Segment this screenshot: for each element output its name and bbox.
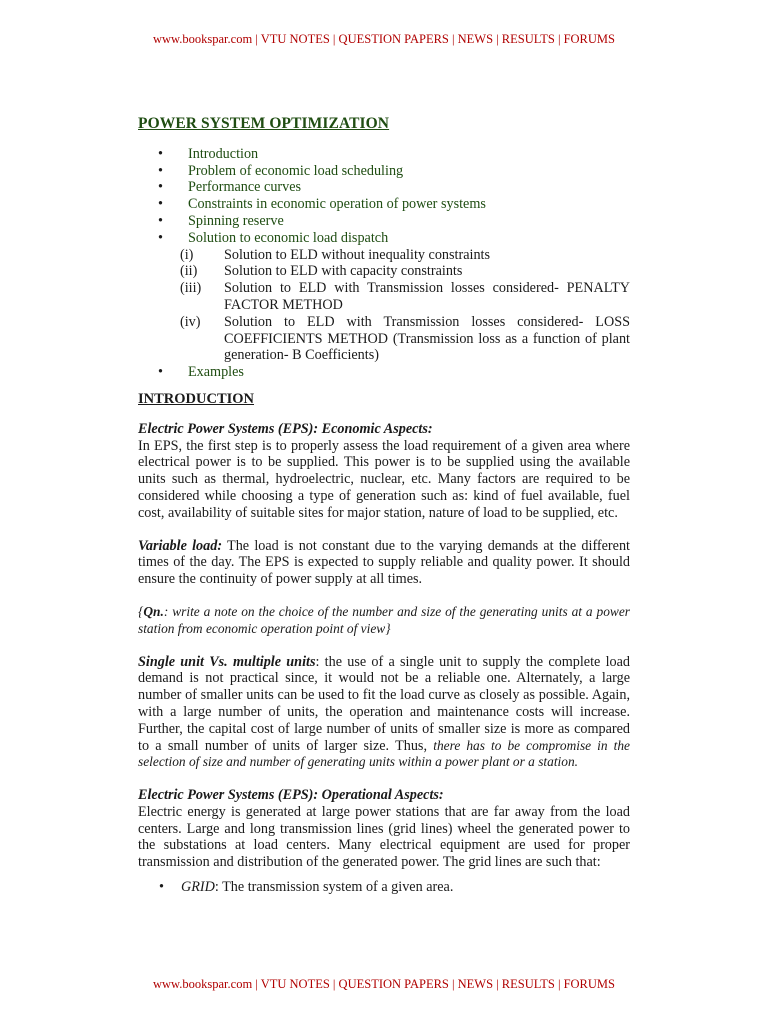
- bullet-icon: •: [158, 364, 163, 381]
- bullet-icon: •: [158, 229, 163, 246]
- list-item: • Spinning reserve: [158, 212, 284, 229]
- bullet-icon: •: [158, 162, 163, 179]
- term-label: Variable load:: [138, 537, 223, 554]
- document-title: POWER SYSTEM OPTIMIZATION: [138, 115, 390, 132]
- paragraph-variable-load: Variable load: The load is not constant due to the varying demands at the different times of the day. The EPS is expected to supply reliable and quality power. It should ensure the continuity of power supply at all times.: [138, 537, 630, 588]
- item-number: (ii): [180, 263, 198, 280]
- subheading: Electric Power Systems (EPS): Operational Aspects:: [138, 787, 444, 804]
- bullet-icon: •: [158, 196, 163, 213]
- section-heading-introduction: INTRODUCTION: [138, 390, 255, 407]
- list-item: • Solution to economic load dispatch: [158, 229, 389, 246]
- list-item: (i) Solution to ELD without inequality constraints: [180, 246, 490, 263]
- list-item: • Introduction: [158, 145, 259, 162]
- item-number: (i): [180, 246, 194, 263]
- paragraph-economic-aspects: Electric Power Systems (EPS): Economic Aspects: In EPS, the first step is to properly assess the load requirement of a given area where electrical power is to be supplied. This power is to be supplied using the available units such as thermal, hydroelectric, nuclear, etc. Many factors are required to be considered while choosing a type of generation such as: kind of fuel available, fuel cost, availability of suitable sites for major station, nature of load to be supplied, etc.: [138, 420, 630, 521]
- bullet-icon: •: [158, 179, 163, 196]
- subheading: Electric Power Systems (EPS): Economic Aspects:: [138, 420, 433, 437]
- term-label: Single unit Vs. multiple units: [138, 653, 316, 670]
- grid-list: [138, 879, 630, 896]
- bullet-icon: •: [158, 212, 163, 229]
- paragraph-single-unit: Single unit Vs. multiple units: the use of a single unit to supply the complete load demand is not practical since, it would not be a reliable one. Alternately, a large number of smaller units can be used to fit the load curve as closely as possible. Again, with a large number of units, the operation and maintenance costs will increase. Further, the capital cost of large number of units of smaller size is more as compared to a small number of units of larger size. Thus, there has to be compromise in the selection of size and number of generating units within a power plant or a station.: [138, 653, 630, 770]
- bullet-icon: •: [159, 879, 164, 896]
- page-header-links[interactable]: www.bookspar.com | VTU NOTES | QUESTION PAPERS | NEWS | RESULTS | FORUMS: [153, 32, 615, 46]
- list-item: • Constraints in economic operation of power systems: [158, 196, 486, 213]
- list-item: (iii) Solution to ELD with Transmission losses considered- PENALTY FACTOR METHOD: [180, 280, 630, 313]
- paragraph-operational-aspects: Electric Power Systems (EPS): Operational Aspects: Electric energy is generated at large power stations that are far away from the load centers. Large and long transmission lines (grid lines) wheel the generated power to the substations at load centers. Many electrical equipment are used for proper transmission and distribution of the generated power. The grid lines are such that:: [138, 787, 630, 871]
- list-item: (iv) Solution to ELD with Transmission losses considered- LOSS COEFFICIENTS METHOD (Transmission loss as a function of plant generation- B Coefficients): [180, 313, 630, 364]
- sub-topic-list: [138, 247, 630, 365]
- item-number: (iii): [180, 280, 202, 297]
- list-item: • Examples: [158, 364, 244, 381]
- document-body: [138, 116, 630, 896]
- topic-list-end: [138, 364, 630, 381]
- bullet-icon: •: [158, 145, 163, 162]
- question-note: {Qn.: write a note on the choice of the number and size of the generating units at a power station from economic operation point of view}: [138, 603, 630, 636]
- list-item: • GRID: The transmission system of a given area.: [159, 879, 454, 896]
- list-item: • Problem of economic load scheduling: [158, 162, 404, 179]
- topic-list: [138, 146, 630, 247]
- list-item: • Performance curves: [158, 179, 302, 196]
- item-number: (iv): [180, 313, 201, 330]
- page-footer-links[interactable]: www.bookspar.com | VTU NOTES | QUESTION PAPERS | NEWS | RESULTS | FORUMS: [153, 977, 615, 991]
- list-item: (ii) Solution to ELD with capacity constraints: [180, 263, 463, 280]
